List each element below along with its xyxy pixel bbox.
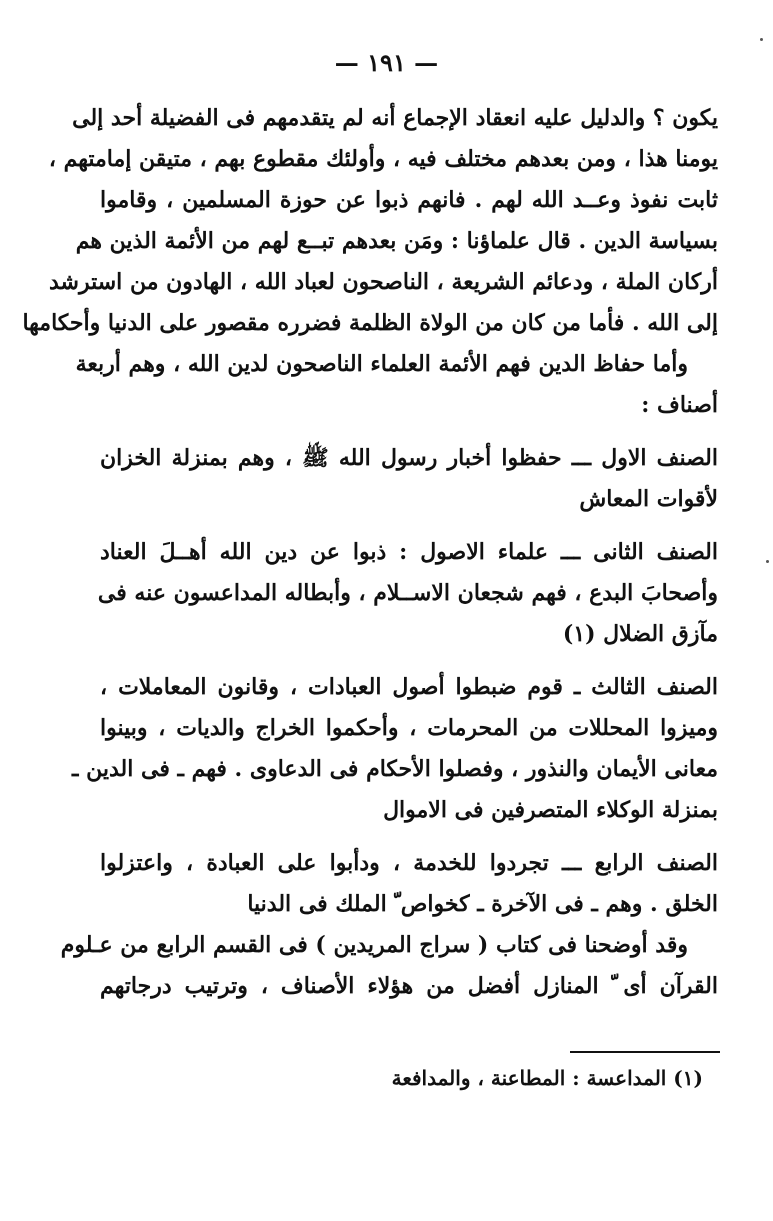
text-line: ثابت نفوذ وعــد الله لهم . فانهم ذبوا عن حوزة المسلمين ، وقاموا (100, 187, 718, 213)
text-line: مآزق الضلال (١) (562, 621, 718, 647)
paragraph-gap (100, 520, 718, 532)
text-line: وميزوا المحللات من المحرمات ، وأحكموا الخراج والديات ، وبينوا (100, 715, 718, 741)
text-line: وأما حفاظ الدين فهم الأئمة العلماء الناصحون لدين الله ، وهم أربعة (75, 351, 688, 377)
paragraph-gap (100, 831, 718, 843)
paragraph-gap (100, 426, 718, 438)
text-line: الصنف الثالث ـ قوم ضبطوا أصول العبادات ، وقانون المعاملات ، (100, 674, 718, 700)
text-line: أركان الملة ، ودعائم الشريعة ، الناصحون لعباد الله ، الهادون من استرشد (48, 269, 718, 295)
text-line: لأقوات المعاش (579, 486, 718, 512)
page-number: — ١٩١ — (334, 48, 439, 77)
text-line: يكون ؟ والدليل عليه انعقاد الإجماع أنه لم يتقدمهم فى الفضيلة أحد إلى (72, 105, 718, 131)
text-line: الصنف الثانى ـــ علماء الاصول : ذبوا عن دين الله أهــلَ العناد (100, 539, 718, 565)
print-speck (766, 560, 769, 563)
text-line: معانى الأيمان والنذور ، وفصلوا الأحكام فى الدعاوى . فهم ـ فى الدين ـ (71, 756, 718, 782)
print-speck (760, 38, 763, 41)
text-line: وقد أوضحنا فى كتاب ( سراج المريدين ) فى القسم الرابع من عـلوم (60, 932, 688, 958)
text-line: بسياسة الدين . قال علماؤنا : ومَن بعدهم تبــع لهم من الأئمة الذين هم (75, 228, 718, 254)
text-line: القرآن أى ّ المنازل أفضل من هؤلاء الأصناف ، وترتيب درجاتهم (100, 973, 718, 999)
text-line: وأصحابَ البدع ، فهم شجعان الاســلام ، وأبطاله المداعسون عنه فى (97, 580, 718, 606)
paragraph-gap (100, 655, 718, 667)
text-line: يومنا هذا ، ومن بعدهم مختلف فيه ، وأولئك مقطوع بهم ، متيقن إمامتهم ، (48, 146, 718, 172)
footnote-divider (570, 1051, 720, 1053)
text-line: الصنف الرابع ـــ تجردوا للخدمة ، ودأبوا على العبادة ، واعتزلوا (100, 850, 718, 876)
text-line: إلى الله . فأما من كان من الولاة الظلمة فضرره مقصور على الدنيا وأحكامها (22, 310, 718, 336)
text-line: بمنزلة الوكلاء المتصرفين فى الاموال (383, 797, 718, 823)
text-line: أصناف : (641, 392, 718, 418)
text-line: الصنف الاول ـــ حفظوا أخبار رسول الله ﷺ ، وهم بمنزلة الخزان (100, 445, 718, 471)
text-line: الخلق . وهم ـ فى الآخرة ـ كخواص ّ الملك فى الدنيا (247, 891, 718, 917)
main-text (22, 98, 718, 1007)
footnote: (١) المداعسة : المطاعنة ، والمدافعة (391, 1066, 703, 1090)
